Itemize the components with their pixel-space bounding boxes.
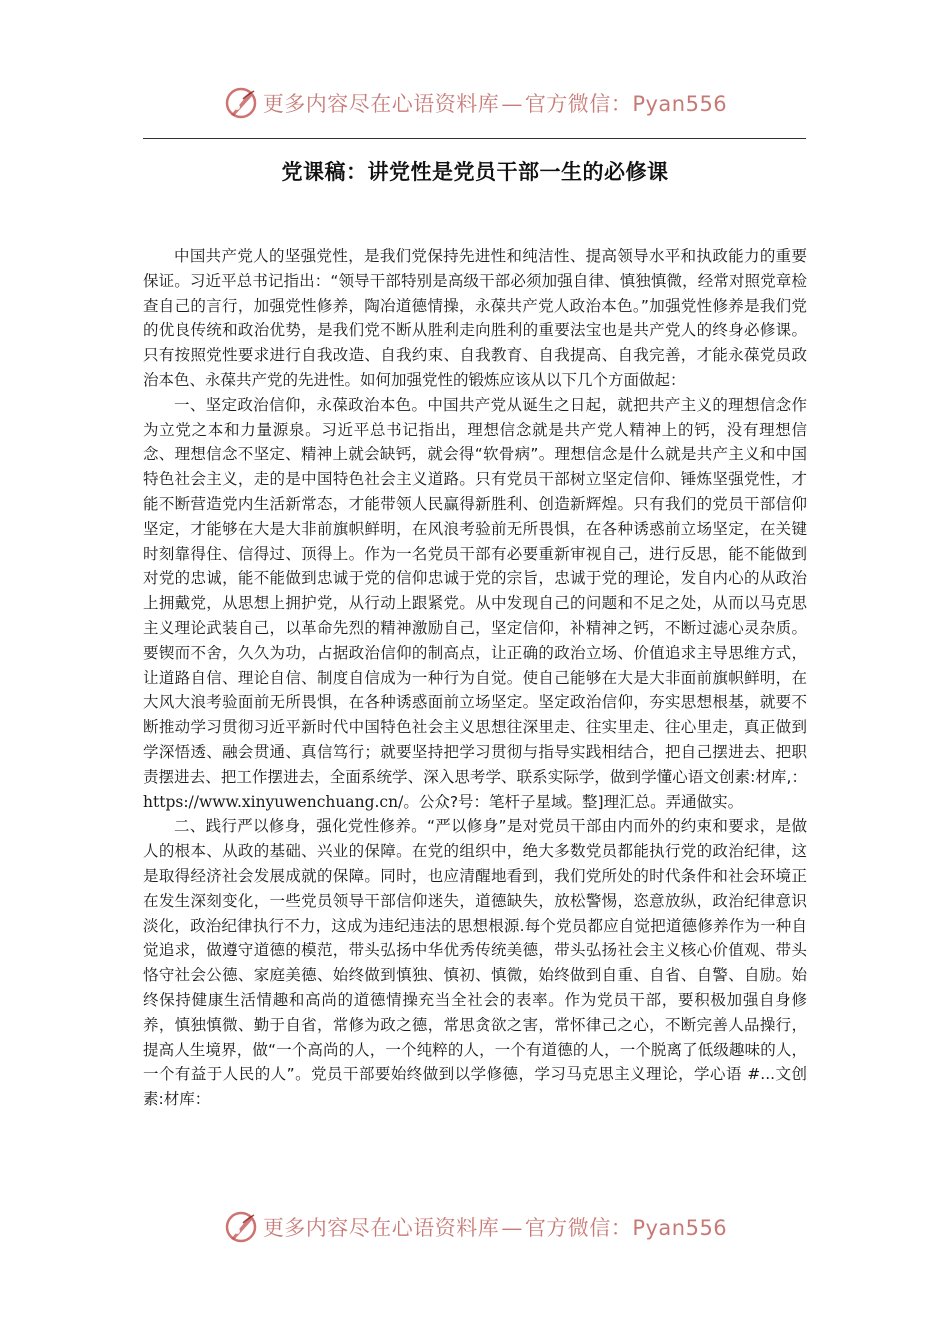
watermark-official-label: 官方微信： (524, 1216, 633, 1240)
watermark-brand: 更多内容尽在心语资料库 (262, 1216, 500, 1240)
document-body (143, 244, 807, 1112)
document-title: 党课稿：讲党性是党员干部一生的必修课 (281, 160, 669, 184)
header-divider (143, 138, 806, 139)
watermark-dash: — (501, 92, 523, 116)
watermark-brand: 更多内容尽在心语资料库 (262, 92, 500, 116)
paragraph-section-one-tail: 。公众?号：笔杆子星域。整]理汇总。弄通做实。 (403, 792, 744, 811)
watermark-text (263, 88, 727, 118)
paragraph-section-one (143, 393, 807, 815)
watermark-dash: — (501, 1216, 523, 1240)
watermark-wechat-handle: Pyan556 (632, 1216, 728, 1240)
paragraph-section-two: 二、践行严以修身，强化党性修养。“严以修身”是对党员干部由内而外的约束和要求，是做人的根本、从政的基础、兴业的保障。在党的组织中，绝大多数党员都能执行党的政治纪律，这是取得经济社会发展成就的保障。同时，也应清醒地看到，我们党所处的时代条件和社会环境正在发生深刻变化，一些党员领导干部信仰迷失，道德缺失，放松警惕，恣意放纵，政治纪律意识淡化，政治纪律执行不力，这成为违纪违法的思想根源.每个党员都应自觉把道德修养作为一种自觉追求，做遵守道德的模范，带头弘扬中华优秀传统美德，带头弘扬社会主义核心价值观、带头恪守社会公德、家庭美德、始终做到慎独、慎初、慎微，始终做到自重、自省、自警、自励。始终保持健康生活情趣和高尚的道德情操充当全社会的表率。作为党员干部，要积极加强自身修养，慎独慎微、勤于自省，常修为政之德，常思贪欲之害，常怀律己之心，不断完善人品操行，提高人生境界，做“一个高尚的人，一个纯粹的人，一个有道德的人，一个脱离了低级趣味的人，一个有益于人民的人”。党员干部要始终做到以学修德，学习马克思主义理论，学心语 #...文创素:材库： (143, 817, 807, 1109)
watermark-text (263, 1212, 727, 1242)
quill-pen-logo-icon (223, 85, 259, 121)
paragraph-section-one-text: 一、坚定政治信仰，永葆政治本色。中国共产党从诞生之日起，就把共产主义的理想信念作为立党之本和力量源泉。习近平总书记指出，理想信念就是共产党人精神上的钙，没有理想信念、理想信念不坚定、精神上就会缺钙，就会得“软骨病”。理想信念是什么就是共产主义和中国特色社会主义，走的是中国特色社会主义道路。只有党员干部树立坚定信仰、锤炼坚强党性，才能不断营造党内生活新常态，才能带领人民赢得新胜利、创造新辉煌。只有我们的党员干部信仰坚定，才能够在大是大非前旗帜鲜明，在风浪考验前无所畏惧，在各种诱惑前立场坚定，在关键时刻靠得住、信得过、顶得上。作为一名党员干部有必要重新审视自己，进行反思，能不能做到对党的忠诚，能不能做到忠诚于党的信仰忠诚于党的宗旨，忠诚于党的理论，发自内心的从政治上拥戴党，从思想上拥护党，从行动上跟紧党。从中发现自己的问题和不足之处，从而以马克思主义理论武装自己，以革命先烈的精神激励自己，坚定信仰，补精神之钙，不断过滤心灵杂质。要锲而不舍，久久为功，占据政治信仰的制高点，让正确的政治立场、价值追求主导思维方式， 让道路自信、理论自信、制度自信成为一种行为自觉。使自己能够在大是大非面前旗帜鲜明，在大风大浪考验面前无所畏惧，在各种诱惑面前立场坚定。坚定政治信仰，夯实思想根基，就要不断推动学习贯彻习近平新时代中国特色社会主义思想往深里走、往实里走、往心里走，真正做到学深悟透、融会贯通、真信笃行；就要坚持把学习贯彻与指导实践相结合，把自己摆进去、把职责摆进去、把工作摆进去，全面系统学、深入思考学、联系实际学，做到学懂心语文创素:材库,： (143, 395, 807, 786)
watermark-official-label: 官方微信： (524, 92, 633, 116)
footer-watermark-banner (0, 1202, 950, 1252)
paragraph-intro: 中国共产党人的坚强党性，是我们党保持先进性和纯洁性、提高领导水平和执政能力的重要保证。习近平总书记指出：“领导干部特别是高级干部必须加强自律、慎独慎微，经常对照党章检查自己的言行，加强党性修养，陶冶道德情操，永葆共产党人政治本色。”加强党性修养是我们党的优良传统和政治优势，是我们党不断从胜利走向胜利的重要法宝也是共产党人的终身必修课。只有按照党性要求进行自我改造、自我约束、自我教育、自我提高、自我完善，才能永葆党员政治本色、永葆共产党的先进性。如何加强党性的锻炼应该从以下几个方面做起： (143, 247, 807, 389)
header-watermark-banner (0, 78, 950, 128)
watermark-wechat-handle: Pyan556 (632, 92, 728, 116)
quill-pen-logo-icon (223, 1209, 259, 1245)
source-url-link[interactable]: https://www.xinyuwenchuang.cn/ (143, 792, 404, 811)
